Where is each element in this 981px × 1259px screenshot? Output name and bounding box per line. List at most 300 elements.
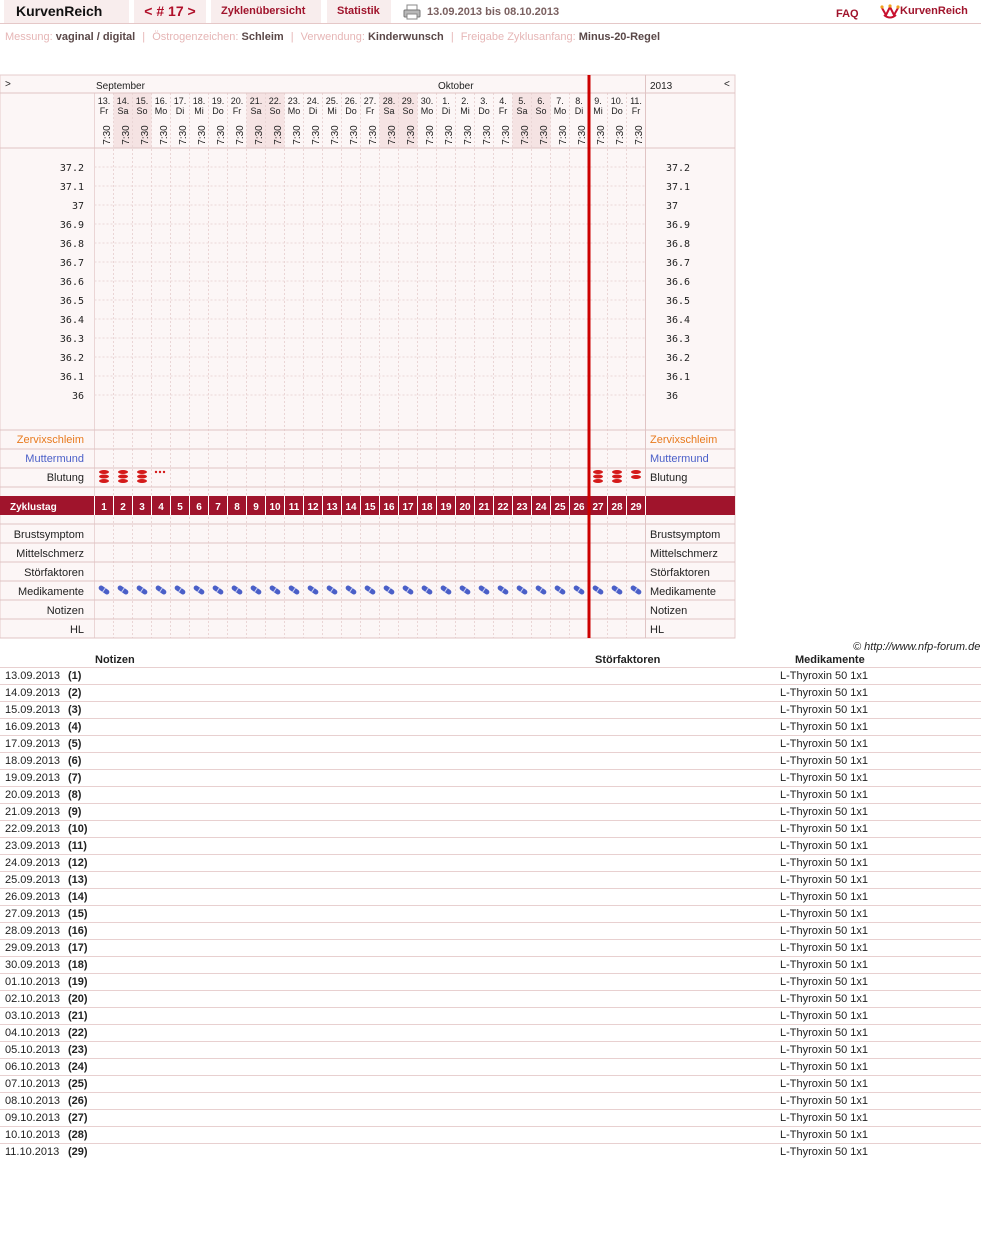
note-date: 27.09.2013 [5,908,61,920]
setting-separator: | [290,31,294,43]
note-medication: L-Thyroxin 50 1x1 [780,959,869,971]
note-cycle-day: (28) [68,1129,88,1141]
note-medication: L-Thyroxin 50 1x1 [780,1146,869,1158]
note-cycle-day: (11) [68,840,87,852]
app-title[interactable]: KurvenReich [4,0,129,23]
note-date: 01.10.2013 [5,976,61,988]
note-medication: L-Thyroxin 50 1x1 [780,874,869,886]
table-row [0,1007,981,1024]
note-medication: L-Thyroxin 50 1x1 [780,687,869,699]
day-date-label: 22. [268,96,282,106]
note-medication: L-Thyroxin 50 1x1 [780,789,869,801]
bleeding-mark [631,470,641,474]
day-weekday-label: Mi [460,106,470,116]
measurement-time-label: 7:30 [235,125,246,145]
note-date: 08.10.2013 [5,1095,61,1107]
day-weekday-label: Mo [553,106,567,116]
cycle-day-number: 26 [573,502,585,513]
note-cycle-day: (1) [68,670,82,682]
day-date-label: 15. [135,96,149,106]
notes-table-header [0,654,981,668]
day-date-label: 23. [287,96,301,106]
chart-prev-arrow: > [5,79,11,90]
note-date: 03.10.2013 [5,1010,61,1022]
measurement-time-label: 7:30 [254,125,265,145]
note-medication: L-Thyroxin 50 1x1 [780,976,869,988]
temperature-tick-left: 36.5 [59,296,84,307]
cycle-day-number: 25 [554,502,566,513]
bleeding-mark [137,470,147,474]
row-label-left: Muttermund [25,453,84,465]
note-cycle-day: (8) [68,789,82,801]
note-date: 10.10.2013 [5,1129,61,1141]
note-cycle-day: (14) [68,891,88,903]
cycle-day-number: 11 [288,502,300,513]
temperature-tick-right: 36.1 [666,372,691,383]
day-weekday-label: Sa [250,106,262,116]
table-row [0,939,981,956]
temperature-tick-right: 36.5 [666,296,691,307]
year-label: 2013 [650,81,673,92]
day-date-label: 24. [306,96,320,106]
measurement-time-label: 7:30 [463,125,474,145]
temperature-tick-left: 36.9 [59,220,84,231]
row-label-left: Störfaktoren [24,567,84,579]
cycle-day-number: 1 [101,502,107,513]
note-date: 06.10.2013 [5,1061,61,1073]
cycle-day-number: 16 [383,502,395,513]
table-row [0,701,981,718]
table-row [0,1126,981,1143]
bleeding-mark [137,479,147,483]
note-medication: L-Thyroxin 50 1x1 [780,823,869,835]
note-cycle-day: (12) [68,857,88,869]
note-cycle-day: (20) [68,993,88,1005]
day-weekday-label: So [136,106,148,116]
note-medication: L-Thyroxin 50 1x1 [780,704,869,716]
row-label-right: HL [650,624,665,636]
note-cycle-day: (2) [68,687,82,699]
temperature-tick-left: 36 [71,391,84,402]
day-weekday-label: Fr [232,106,242,116]
note-cycle-day: (25) [68,1078,88,1090]
note-cycle-day: (10) [68,823,88,835]
table-row [0,888,981,905]
note-date: 11.10.2013 [5,1146,60,1158]
chart-next-arrow: < [724,79,730,90]
day-date-label: 4. [499,96,507,106]
note-cycle-day: (27) [68,1112,88,1124]
measurement-time-label: 7:30 [406,125,417,145]
row-label-left: Blutung [46,472,84,484]
measurement-time-label: 7:30 [444,125,455,145]
table-row [0,786,981,803]
bleeding-mark [612,470,622,474]
note-cycle-day: (29) [68,1146,88,1158]
cycle-day-number: 28 [611,502,623,513]
table-row [0,769,981,786]
cycle-day-number: 2 [120,502,126,513]
bleeding-mark [631,475,641,479]
day-date-label: 25. [325,96,339,106]
note-cycle-day: (15) [68,908,88,920]
measurement-time-label: 7:30 [368,125,379,145]
cycle-day-number: 23 [516,502,528,513]
day-weekday-label: Fr [631,106,641,116]
measurement-time-label: 7:30 [121,125,132,145]
note-date: 15.09.2013 [5,704,61,716]
measurement-time-label: 7:30 [387,125,398,145]
temperature-tick-left: 36.4 [59,315,84,326]
temperature-tick-right: 37.1 [666,182,691,193]
note-medication: L-Thyroxin 50 1x1 [780,1010,869,1022]
cycle-day-number: 27 [592,502,604,513]
day-weekday-label: Di [441,106,451,116]
day-weekday-label: So [535,106,547,116]
temperature-tick-left: 37.2 [59,163,84,174]
cycle-day-number: 22 [497,502,509,513]
note-medication: L-Thyroxin 50 1x1 [780,1027,869,1039]
note-medication: L-Thyroxin 50 1x1 [780,721,869,733]
tab-zyklenuebersicht[interactable]: Zyklenübersicht [211,0,321,23]
row-label-left: HL [69,624,84,636]
note-date: 09.10.2013 [5,1112,61,1124]
bleeding-spotting-dot [163,471,165,473]
measurement-time-label: 7:30 [292,125,303,145]
day-weekday-label: Sa [516,106,528,116]
note-medication: L-Thyroxin 50 1x1 [780,925,869,937]
logo-text: KurvenReich [900,5,968,17]
row-label-left: Mittelschmerz [16,548,84,560]
day-weekday-label: Do [212,106,224,116]
row-label-right: Zervixschleim [650,434,718,446]
cycle-day-number: 6 [196,502,202,513]
note-medication: L-Thyroxin 50 1x1 [780,942,869,954]
day-date-label: 10. [610,96,624,106]
table-row [0,1075,981,1092]
table-row [0,1109,981,1126]
note-cycle-day: (7) [68,772,82,784]
measurement-time-label: 7:30 [178,125,189,145]
note-date: 16.09.2013 [5,721,61,733]
table-row [0,905,981,922]
note-medication: L-Thyroxin 50 1x1 [780,857,869,869]
measurement-time-label: 7:30 [596,125,607,145]
table-row [0,1024,981,1041]
note-medication: L-Thyroxin 50 1x1 [780,806,869,818]
note-medication: L-Thyroxin 50 1x1 [780,1129,869,1141]
note-cycle-day: (9) [68,806,82,818]
day-date-label: 13. [97,96,111,106]
temperature-tick-left: 36.3 [59,334,84,345]
row-label-right: Blutung [650,472,688,484]
table-row [0,820,981,837]
column-header-medikamente: Medikamente [795,654,865,666]
cycle-navigator[interactable]: < # 17 > [134,0,206,23]
note-medication: L-Thyroxin 50 1x1 [780,908,869,920]
note-date: 07.10.2013 [5,1078,61,1090]
measurement-time-label: 7:30 [558,125,569,145]
temperature-tick-right: 37 [666,201,679,212]
note-medication: L-Thyroxin 50 1x1 [780,891,869,903]
note-cycle-day: (3) [68,704,82,716]
note-medication: L-Thyroxin 50 1x1 [780,1078,869,1090]
table-row [0,854,981,871]
table-row [0,1041,981,1058]
column-header-stoerfaktoren: Störfaktoren [595,654,661,666]
bleeding-mark [137,475,147,479]
note-date: 30.09.2013 [5,959,61,971]
note-medication: L-Thyroxin 50 1x1 [780,772,869,784]
setting-label-oestrogenzeichen: Östrogenzeichen: [152,31,239,43]
table-row [0,718,981,735]
measurement-time-label: 7:30 [273,125,284,145]
day-weekday-label: Di [308,106,318,116]
note-cycle-day: (16) [68,925,88,937]
day-date-label: 16. [154,96,168,106]
measurement-time-label: 7:30 [634,125,645,145]
note-date: 25.09.2013 [5,874,61,886]
day-weekday-label: Do [345,106,357,116]
day-date-label: 14. [116,96,130,106]
table-row [0,922,981,939]
measurement-time-label: 7:30 [102,125,113,145]
day-date-label: 3. [480,96,488,106]
table-row [0,735,981,752]
table-row [0,752,981,769]
day-weekday-label: Do [611,106,623,116]
day-weekday-label: Mi [593,106,603,116]
day-date-label: 29. [401,96,415,106]
setting-separator: | [450,31,454,43]
day-weekday-label: Do [478,106,490,116]
day-weekday-label: Mi [194,106,204,116]
note-medication: L-Thyroxin 50 1x1 [780,755,869,767]
setting-value-oestrogenzeichen: Schleim [241,31,284,43]
setting-label-verwendung: Verwendung: [300,31,365,43]
temperature-tick-right: 36.9 [666,220,691,231]
cycle-day-number: 9 [253,502,259,513]
row-label-left: Brustsymptom [13,529,84,541]
month-label: Oktober [438,81,474,92]
day-weekday-label: Mo [154,106,168,116]
cycle-day-number: 18 [421,502,433,513]
bleeding-spotting-dot [155,471,157,473]
note-cycle-day: (23) [68,1044,88,1056]
note-cycle-day: (21) [68,1010,88,1022]
bleeding-mark [593,475,603,479]
temperature-tick-right: 36.3 [666,334,691,345]
row-label-right: Störfaktoren [650,567,710,579]
table-row [0,990,981,1007]
cycle-day-number: 21 [478,502,490,513]
temperature-tick-left: 37 [71,201,84,212]
temperature-tick-left: 36.7 [59,258,84,269]
cycle-day-number: 14 [345,502,357,513]
note-date: 05.10.2013 [5,1044,61,1056]
cycle-day-number: 29 [630,502,642,513]
note-cycle-day: (26) [68,1095,88,1107]
temperature-tick-right: 36.6 [666,277,691,288]
day-date-label: 30. [420,96,434,106]
day-weekday-label: Fr [99,106,109,116]
row-label-left: Zervixschleim [16,434,84,446]
note-date: 23.09.2013 [5,840,61,852]
day-weekday-label: Sa [383,106,395,116]
note-cycle-day: (5) [68,738,82,750]
note-date: 26.09.2013 [5,891,61,903]
cycle-day-number: 8 [234,502,240,513]
setting-label-messung: Messung: [5,31,53,43]
setting-label-freigabe: Freigabe Zyklusanfang: [460,31,576,43]
measurement-time-label: 7:30 [539,125,550,145]
temperature-tick-left: 36.1 [59,372,84,383]
cycle-day-number: 7 [215,502,221,513]
day-weekday-label: Mo [420,106,434,116]
table-row [0,1058,981,1075]
cycle-day-label: Zyklustag [10,502,57,513]
temperature-tick-left: 36.2 [59,353,84,364]
note-medication: L-Thyroxin 50 1x1 [780,1112,869,1124]
bleeding-mark [99,475,109,479]
day-weekday-label: Sa [117,106,129,116]
day-date-label: 20. [230,96,244,106]
temperature-tick-right: 36.2 [666,353,691,364]
cycle-day-number: 4 [158,502,164,513]
bleeding-mark [612,475,622,479]
bleeding-mark [118,470,128,474]
table-row [0,956,981,973]
measurement-time-label: 7:30 [482,125,493,145]
day-weekday-label: Mi [327,106,337,116]
row-label-right: Muttermund [650,453,709,465]
note-date: 17.09.2013 [5,738,61,750]
table-row [0,684,981,701]
bleeding-spotting-dot [159,471,161,473]
setting-value-freigabe: Minus-20-Regel [578,31,661,43]
cycle-day-number: 19 [440,502,452,513]
day-date-label: 8. [575,96,583,106]
day-date-label: 18. [192,96,206,106]
temperature-tick-right: 36.7 [666,258,691,269]
table-row [0,1143,981,1160]
cycle-day-number: 10 [269,502,281,513]
cycle-day-number: 20 [459,502,471,513]
cycle-day-number: 24 [535,502,547,513]
table-row [0,837,981,854]
row-label-left: Medikamente [17,586,84,598]
cycle-day-number: 15 [364,502,376,513]
date-range: 13.09.2013 bis 08.10.2013 [427,6,560,18]
day-date-label: 28. [382,96,396,106]
measurement-time-label: 7:30 [349,125,360,145]
table-row [0,803,981,820]
day-date-label: 6. [537,96,545,106]
month-label: September [96,81,145,92]
day-weekday-label: Di [175,106,185,116]
faq-link[interactable]: FAQ [836,8,859,20]
setting-value-verwendung: Kinderwunsch [367,31,444,43]
note-date: 20.09.2013 [5,789,61,801]
measurement-time-label: 7:30 [197,125,208,145]
temperature-tick-left: 36.6 [59,277,84,288]
day-date-label: 21. [249,96,263,106]
measurement-time-label: 7:30 [216,125,227,145]
note-medication: L-Thyroxin 50 1x1 [780,1061,869,1073]
note-date: 28.09.2013 [5,925,61,937]
measurement-time-label: 7:30 [577,125,588,145]
day-date-label: 9. [594,96,602,106]
measurement-time-label: 7:30 [311,125,322,145]
note-medication: L-Thyroxin 50 1x1 [780,1044,869,1056]
copyright-note: © http://www.nfp-forum.de [853,641,981,653]
temperature-tick-right: 36.4 [666,315,691,326]
temperature-tick-left: 37.1 [59,182,84,193]
note-medication: L-Thyroxin 50 1x1 [780,738,869,750]
notes-table-body [0,667,981,1160]
measurement-time-label: 7:30 [330,125,341,145]
cycle-day-number: 12 [307,502,319,513]
note-cycle-day: (18) [68,959,88,971]
row-label-right: Notizen [650,605,688,617]
note-cycle-day: (22) [68,1027,88,1039]
setting-separator: | [142,31,146,43]
temperature-tick-right: 37.2 [666,163,691,174]
note-medication: L-Thyroxin 50 1x1 [780,670,869,682]
cycle-day-number: 3 [139,502,145,513]
day-date-label: 1. [442,96,450,106]
table-row [0,871,981,888]
bleeding-mark [612,479,622,483]
day-weekday-label: Fr [498,106,508,116]
day-date-label: 5. [518,96,526,106]
temperature-tick-left: 36.8 [59,239,84,250]
note-date: 24.09.2013 [5,857,61,869]
cycle-day-number: 5 [177,502,183,513]
cycle-day-number: 13 [326,502,338,513]
note-date: 21.09.2013 [5,806,61,818]
note-cycle-day: (4) [68,721,82,733]
tab-statistik[interactable]: Statistik [327,0,391,23]
row-label-right: Mittelschmerz [650,548,718,560]
note-cycle-day: (17) [68,942,88,954]
setting-value-messung: vaginal / digital [55,31,136,43]
measurement-time-label: 7:30 [501,125,512,145]
bleeding-mark [99,470,109,474]
day-date-label: 11. [630,96,642,106]
measurement-time-label: 7:30 [159,125,170,145]
note-medication: L-Thyroxin 50 1x1 [780,1095,869,1107]
row-label-right: Brustsymptom [650,529,721,541]
measurement-time-label: 7:30 [140,125,151,145]
note-date: 04.10.2013 [5,1027,61,1039]
day-weekday-label: Fr [365,106,375,116]
bleeding-mark [118,475,128,479]
note-date: 18.09.2013 [5,755,61,767]
row-label-left: Notizen [46,605,84,617]
table-row [0,973,981,990]
temperature-tick-right: 36.8 [666,239,691,250]
temperature-tick-right: 36 [666,391,679,402]
note-cycle-day: (6) [68,755,82,767]
bleeding-mark [593,470,603,474]
note-medication: L-Thyroxin 50 1x1 [780,840,869,852]
note-date: 13.09.2013 [5,670,61,682]
bleeding-mark [593,479,603,483]
cycle-day-number: 17 [402,502,414,513]
day-weekday-label: Di [574,106,584,116]
day-date-label: 26. [344,96,358,106]
